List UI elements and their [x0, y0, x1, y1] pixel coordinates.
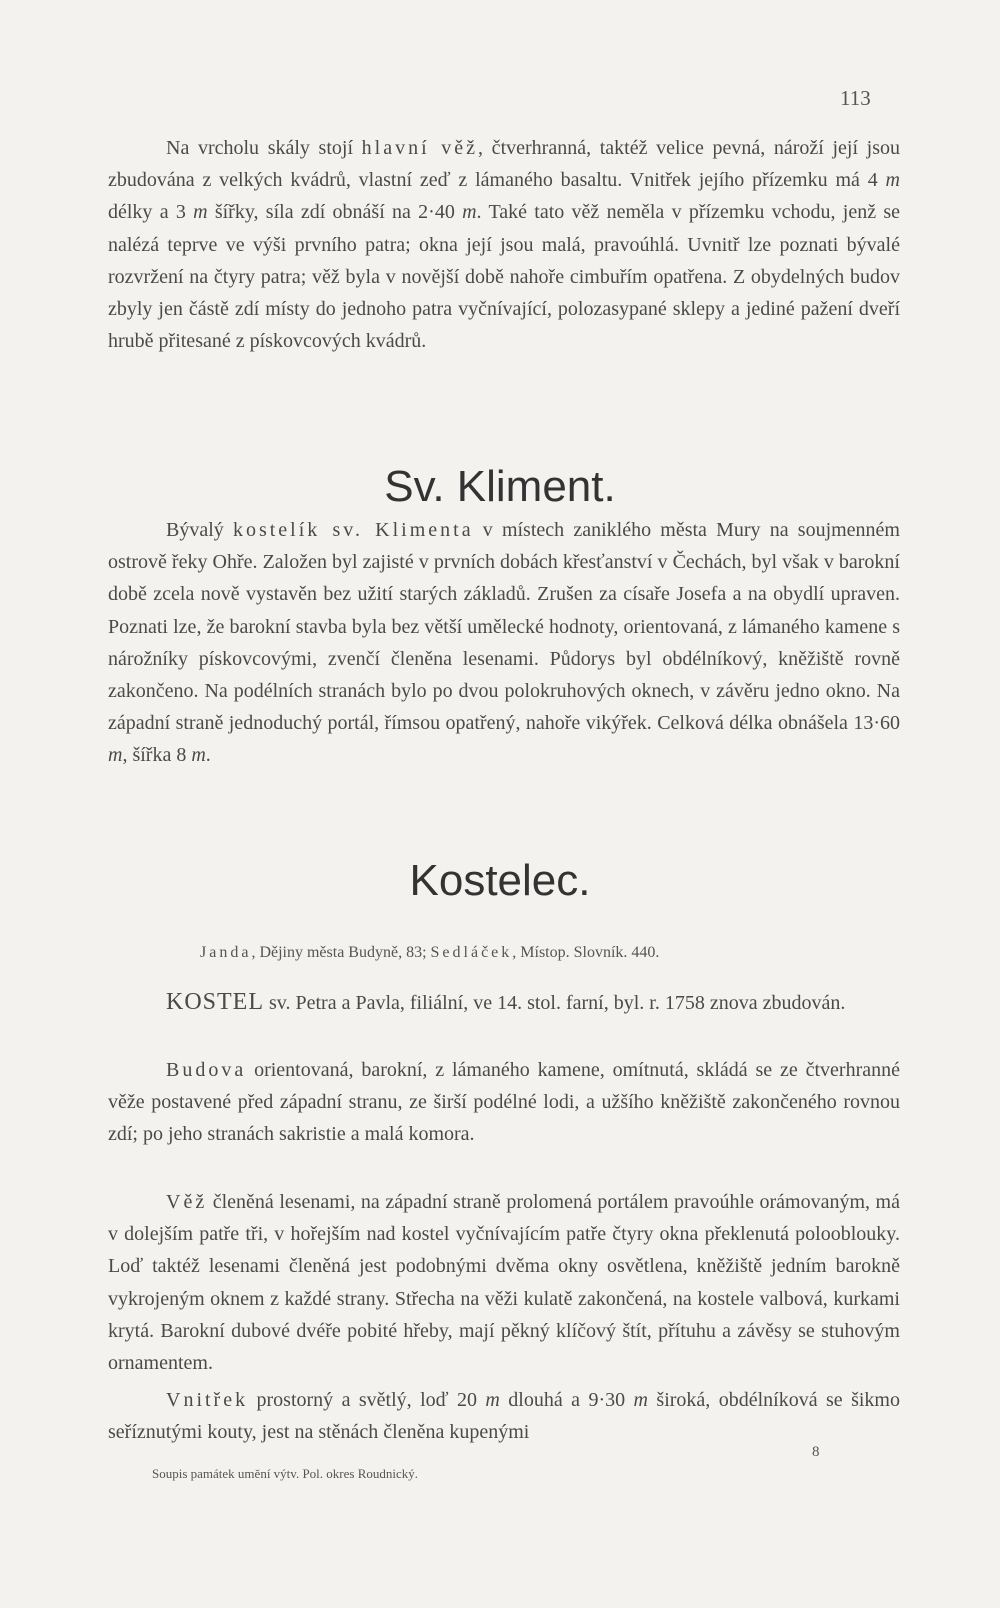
- kliment-text-1: v místech zaniklého města Mury na soujmenném ostrově řeky Ohře. Založen byl zajisté v prvních dobách křesťanství v Čechách, byl však v barokní době zcela nově vystavěn bez užití starých základů. Zrušen za císaře Josefa a na obydlí upraven. Poznati lze, že barokní stavba byla bez větší umělecké hodnoty, orientovaná, z lámaného kamene s nárožníky pískovcovými, zvenčí členěna lesenami. Půdorys byl obdélníkový, kněžiště rovně zakončeno. Na podélních stranách bylo po dvou polokruhových oknech, v závěru jedno okno. Na západní straně jednoduchý portál, římsou opatřený, nahoře vikýřek. Celková délka obnášela 13·60: [108, 519, 900, 735]
- castle-intro: Na vrcholu skály stojí: [166, 137, 362, 159]
- kliment-paragraph: [108, 514, 900, 772]
- vez-text: členěná lesenami, na západní straně prolomená portálem pravoúhle orámovaným, má v dolejším patře tři, v hořejším nad kostel vyčnívajícím patře čtyry okna překlenutá polooblouky. Loď taktéž lesenami členěná jest podobnými dvěma okny osvětlena, kněžiště jedním barokně vykrojeným oknem z každé strany. Střecha na věži kulatě zakončená, na kostele valbová, kurkami krytá. Barokní dubové dvéře pobité hřeby, mají pěkný klíčový štít, přítuhu a závěsy se stuhovým ornamentem.: [108, 1191, 900, 1375]
- citation-text-2: , Místop. Slovník. 440.: [512, 944, 660, 961]
- castle-text-1: , čtverhranná, taktéž velice pevná, nároží její jsou zbudována z velkých kvádrů, vlastní zeď z lámaného basaltu. Vnitřek jejího přízemku má 4: [108, 137, 901, 192]
- kliment-text-3: .: [205, 744, 211, 767]
- heading-kostelec: Kostelec.: [409, 856, 591, 905]
- footer-source: Soupis památek umění výtv. Pol. okres Roudnický.: [152, 1466, 418, 1481]
- signature-mark: 8: [812, 1444, 820, 1460]
- budova-paragraph: [108, 1054, 900, 1151]
- kliment-intro: Bývalý: [166, 519, 233, 541]
- unit-m: m: [108, 744, 123, 767]
- castle-paragraph: [108, 132, 900, 357]
- vnitrek-text-1: prostorný a světlý, loď 20: [248, 1389, 486, 1411]
- vnitrek-text-2: dlouhá a 9·30: [499, 1389, 634, 1411]
- kostel-term: KOSTEL: [166, 989, 264, 1015]
- unit-m: m: [462, 201, 477, 224]
- budova-text: orientovaná, barokní, z lámaného kamene, omítnutá, skládá se ze čtverhranné věže postavené před západní stranu, ze širší podélné lodi, a užšího kněžiště zakončeného rovnou zdí; po jeho stranách sakristie a malá komora.: [108, 1059, 900, 1146]
- tower-term: hlavní věž: [361, 137, 479, 159]
- unit-m: m: [193, 201, 208, 224]
- castle-text-4: . Také tato věž neměla v přízemku vchodu, jenž se nalézá teprve ve výši prvního patra; okna její jsou malá, pravoúhlá. Uvnitř lze poznati bývalé rozvržení na čtyry patra; věž byla v novější době nahoře cimbuřím opatřena. Z obydelných budov zbyly jen částě zdí místy do jednoho patra vyčnívající, polozasypané sklepy a jediné pažení dveří hrubě přitesané z pískovcových kvádrů.: [108, 201, 901, 353]
- vez-paragraph: [108, 1186, 900, 1379]
- castle-text-2: délky a 3: [108, 201, 194, 224]
- budova-term: Budova: [166, 1059, 247, 1081]
- citation-author-janda: Janda: [200, 944, 252, 961]
- kliment-term: kostelík sv. Klimenta: [232, 519, 474, 541]
- vnitrek-paragraph: [108, 1384, 900, 1448]
- heading-sv-kliment: Sv. Kliment.: [384, 462, 616, 511]
- kliment-text-2: , šířka 8: [122, 744, 192, 767]
- castle-text-3: šířky, síla zdí obnáší na 2·40: [207, 201, 463, 224]
- vnitrek-term: Vnitřek: [166, 1389, 249, 1411]
- citation: [200, 942, 900, 964]
- vnitrek-text-3: široká, obdélníková se šikmo seříznutými kouty, jest na stěnách členěna kupenými: [108, 1389, 900, 1444]
- kostel-text: sv. Petra a Pavla, filiální, ve 14. stol. farní, byl. r. 1758 znova zbudován.: [264, 992, 846, 1014]
- unit-m: m: [633, 1389, 648, 1411]
- unit-m: m: [191, 744, 206, 767]
- vez-term: Věž: [166, 1191, 208, 1213]
- citation-author-sedlacek: Sedláček: [430, 944, 513, 961]
- page-number: 113: [840, 86, 871, 110]
- unit-m: m: [485, 1389, 500, 1411]
- citation-text-1: , Dějiny města Budyně, 83;: [251, 944, 431, 961]
- unit-m: m: [885, 169, 900, 192]
- kostel-paragraph: [108, 986, 900, 1019]
